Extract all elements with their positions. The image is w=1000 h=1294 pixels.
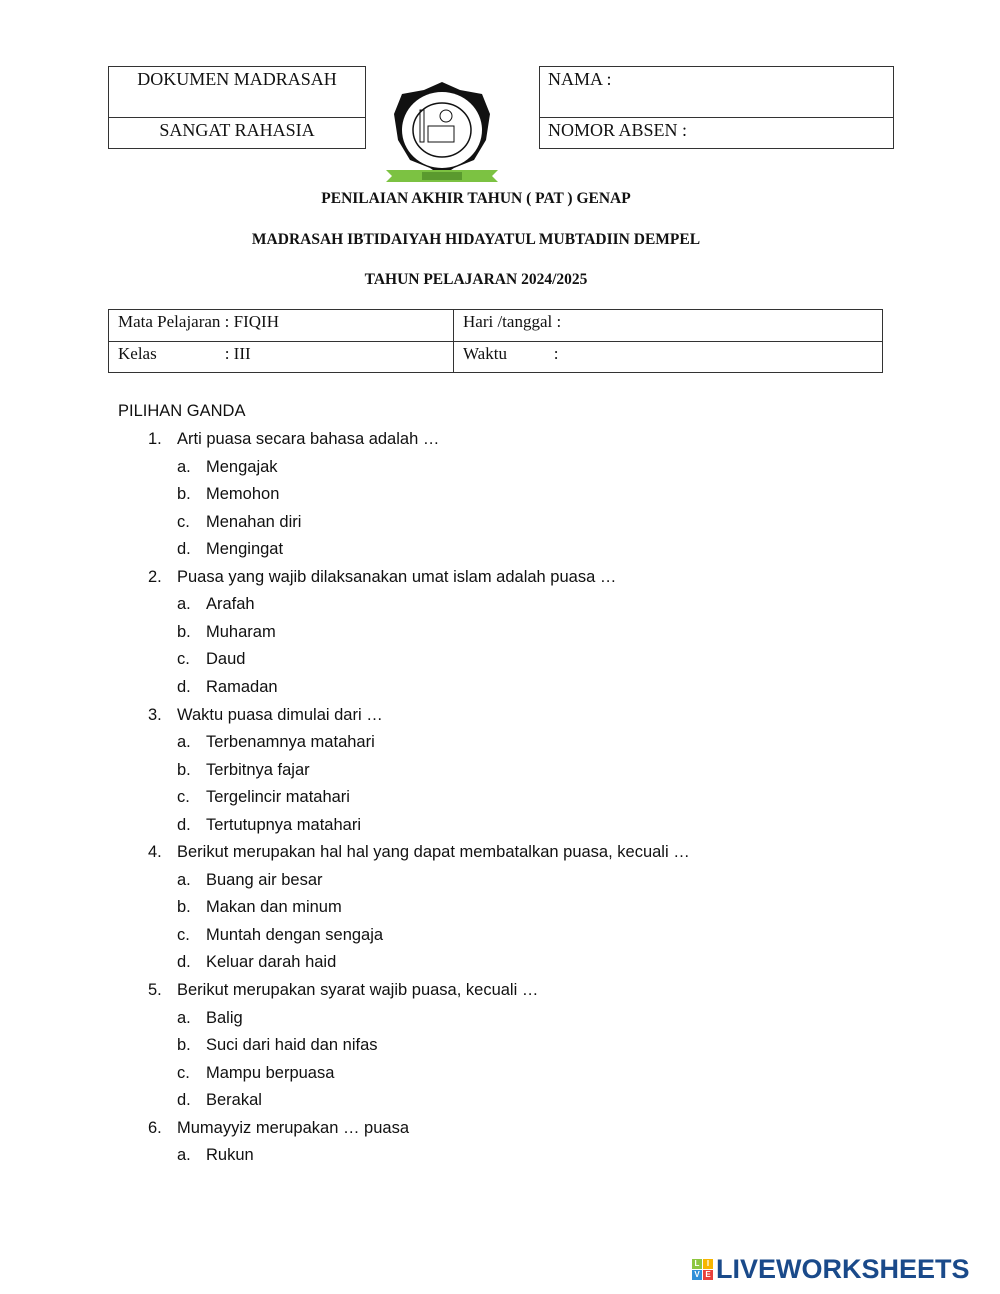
option-letter: a. <box>177 457 191 476</box>
option-letter: d. <box>177 677 191 696</box>
option-text: Buang air besar <box>206 870 323 889</box>
section-heading: PILIHAN GANDA <box>118 402 246 420</box>
option-text: Daud <box>206 650 246 669</box>
option-letter: c. <box>177 925 190 944</box>
option-text: Keluar darah haid <box>206 953 337 972</box>
question-text: Berikut merupakan syarat wajib puasa, kecuali … <box>177 981 539 999</box>
option-text: Menahan diri <box>206 512 302 531</box>
question-text: Waktu puasa dimulai dari … <box>177 705 383 724</box>
question-text: Puasa yang wajib dilaksanakan umat islam adalah puasa … <box>177 567 617 586</box>
option-letter: a. <box>177 733 191 752</box>
option-letter: d. <box>177 953 191 972</box>
option-letter: c. <box>177 650 190 669</box>
doc-label: DOKUMEN MADRASAH <box>109 67 365 118</box>
question-number: 3. <box>148 705 162 724</box>
time-cell: Waktu : <box>463 344 559 363</box>
option-text: Terbitnya fajar <box>206 760 310 779</box>
student-box <box>539 66 894 149</box>
option-letter: b. <box>177 760 191 779</box>
option-letter: a. <box>177 1008 191 1027</box>
option-text: Tergelincir matahari <box>206 788 350 807</box>
option-letter: c. <box>177 1063 190 1082</box>
question-text: Arti puasa secara bahasa adalah … <box>177 430 440 448</box>
question-number: 4. <box>148 843 162 862</box>
option-text: Memohon <box>206 485 280 504</box>
option-text: Tertutupnya matahari <box>206 815 362 834</box>
option-letter: c. <box>177 788 190 807</box>
liveworksheets-text: LIVEWORKSHEETS <box>716 1254 970 1284</box>
option-letter: b. <box>177 485 191 504</box>
option-letter: b. <box>177 622 191 641</box>
name-label: NAMA : <box>540 67 893 118</box>
question-number: 2. <box>148 567 162 586</box>
exam-info-table <box>108 309 883 373</box>
option-text: Arafah <box>206 595 255 614</box>
question-number: 6. <box>148 1118 162 1137</box>
liveworksheets-watermark <box>692 1254 970 1285</box>
option-text: Makan dan minum <box>206 898 342 917</box>
year-title: TAHUN PELAJARAN 2024/2025 <box>364 271 588 288</box>
option-letter: d. <box>177 815 191 834</box>
madrasah-logo <box>382 80 502 184</box>
absen-label: NOMOR ABSEN : <box>548 120 688 140</box>
secret-label: SANGAT RAHASIA <box>159 120 315 140</box>
option-text: Ramadan <box>206 677 278 696</box>
question-number: 5. <box>148 981 162 999</box>
option-text: Balig <box>206 1008 243 1027</box>
option-letter: b. <box>177 1036 191 1055</box>
option-text: Mampu berpuasa <box>206 1063 335 1082</box>
option-text: Mengajak <box>206 457 278 476</box>
day-cell: Hari /tanggal : <box>463 312 562 331</box>
option-letter: a. <box>177 1146 191 1165</box>
option-letter: c. <box>177 512 190 531</box>
option-text: Muharam <box>206 622 276 641</box>
doc-status-box <box>108 66 366 149</box>
option-letter: b. <box>177 898 191 917</box>
question-text: Mumayyiz merupakan … puasa <box>177 1118 410 1137</box>
option-letter: d. <box>177 540 191 559</box>
school-title: MADRASAH IBTIDAIYAH HIDAYATUL MUBTADIIN DEMPEL <box>251 231 701 248</box>
liveworksheets-badge-icon: L I V E <box>692 1259 713 1280</box>
subject-cell: Mata Pelajaran : FIQIH <box>109 310 454 341</box>
option-text: Suci dari haid dan nifas <box>206 1036 378 1055</box>
option-text: Muntah dengan sengaja <box>206 925 384 944</box>
option-text: Terbenamnya matahari <box>206 733 375 752</box>
question-text: Berikut merupakan hal hal yang dapat membatalkan puasa, kecuali … <box>177 843 690 862</box>
option-text: Rukun <box>206 1146 254 1165</box>
exam-title: PENILAIAN AKHIR TAHUN ( PAT ) GENAP <box>321 190 631 207</box>
option-letter: d. <box>177 1091 191 1110</box>
question-number: 1. <box>148 430 162 448</box>
option-letter: a. <box>177 870 191 889</box>
option-text: Berakal <box>206 1091 262 1110</box>
option-letter: a. <box>177 595 191 614</box>
option-text: Mengingat <box>206 540 284 559</box>
class-cell: Kelas : III <box>109 342 454 373</box>
